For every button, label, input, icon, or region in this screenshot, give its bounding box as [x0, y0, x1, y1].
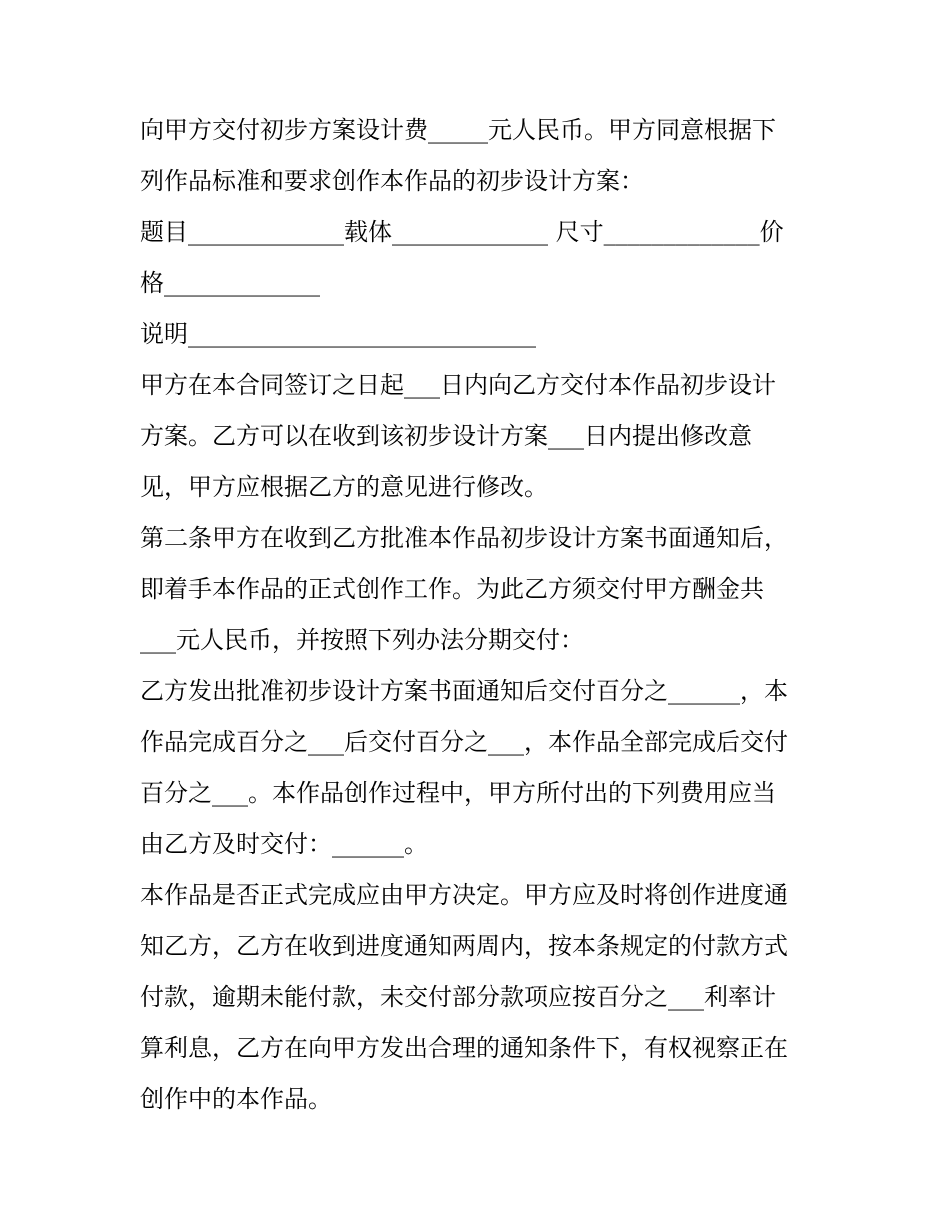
text-line-7: 方案。乙方可以在收到该初步设计方案___日内提出修改意 — [140, 422, 752, 450]
text-line-2: 列作品标准和要求创作本作品的初步设计方案： — [140, 167, 644, 195]
text-line-13: 作品完成百分之___后交付百分之___，本作品全部完成后交付 — [140, 728, 788, 756]
text-line-8: 见，甲方应根据乙方的意见进行修改。 — [140, 473, 548, 501]
text-line-16: 本作品是否正式完成应由甲方决定。甲方应及时将创作进度通 — [140, 881, 788, 909]
text-line-1: 向甲方交付初步方案设计费_____元人民币。甲方同意根据下 — [140, 116, 776, 144]
text-line-4: 格_____________ — [140, 269, 320, 297]
text-line-14: 百分之___。本作品创作过程中，甲方所付出的下列费用应当 — [140, 779, 776, 807]
text-line-10: 即着手本作品的正式创作工作。为此乙方须交付甲方酬金共 — [140, 575, 764, 603]
text-line-11: ___元人民币，并按照下列办法分期交付： — [140, 626, 584, 654]
text-line-17: 知乙方，乙方在收到进度通知两周内，按本条规定的付款方式 — [140, 932, 788, 960]
text-line-12: 乙方发出批准初步设计方案书面通知后交付百分之______，本 — [140, 677, 788, 705]
text-line-9: 第二条甲方在收到乙方批准本作品初步设计方案书面通知后， — [140, 524, 788, 552]
text-line-6: 甲方在本合同签订之日起___日内向乙方交付本作品初步设计 — [140, 371, 776, 399]
text-line-20: 创作中的本作品。 — [140, 1085, 332, 1113]
text-line-3: 题目_____________载体_____________ 尺寸_____________价 — [140, 218, 784, 246]
text-line-5: 说明_____________________________ — [140, 320, 536, 348]
text-line-19: 算利息，乙方在向甲方发出合理的通知条件下，有权视察正在 — [140, 1034, 788, 1062]
text-line-18: 付款，逾期未能付款，未交付部分款项应按百分之___利率计 — [140, 983, 776, 1011]
text-line-15: 由乙方及时交付：______。 — [140, 830, 428, 858]
